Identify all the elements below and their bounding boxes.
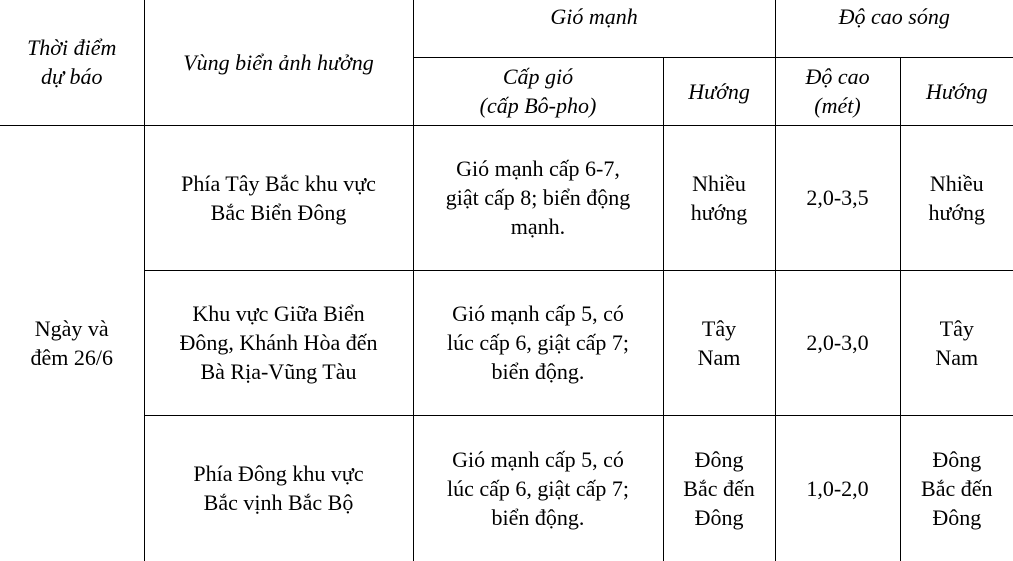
wind-direction-cell: Đông Bắc đến Đông [663, 415, 775, 561]
header-wave-height: Độ cao (mét) [775, 57, 900, 125]
wave-height-cell: 1,0-2,0 [775, 415, 900, 561]
wind-level-cell: Gió mạnh cấp 5, có lúc cấp 6, giật cấp 7; biển động. [413, 415, 663, 561]
header-wave-group: Độ cao sóng [775, 0, 1013, 57]
wind-level-cell: Gió mạnh cấp 6-7, giật cấp 8; biển động mạnh. [413, 125, 663, 270]
table-row [0, 125, 1013, 270]
header-time: Thời điểm dự báo [0, 0, 144, 125]
header-row-1 [0, 0, 1013, 57]
wind-direction-cell: Nhiều hướng [663, 125, 775, 270]
wave-direction-cell: Tây Nam [900, 270, 1013, 415]
wave-direction-cell: Nhiều hướng [900, 125, 1013, 270]
table-row [0, 270, 1013, 415]
header-wind-group: Gió mạnh [413, 0, 775, 57]
wave-height-cell: 2,0-3,5 [775, 125, 900, 270]
header-region: Vùng biển ảnh hưởng [144, 0, 413, 125]
region-cell: Phía Đông khu vực Bắc vịnh Bắc Bộ [144, 415, 413, 561]
header-wind-level: Cấp gió (cấp Bô-pho) [413, 57, 663, 125]
region-cell: Phía Tây Bắc khu vực Bắc Biển Đông [144, 125, 413, 270]
header-wave-direction: Hướng [900, 57, 1013, 125]
wave-direction-cell: Đông Bắc đến Đông [900, 415, 1013, 561]
wave-height-cell: 2,0-3,0 [775, 270, 900, 415]
forecast-time-cell: Ngày và đêm 26/6 [0, 125, 144, 561]
wind-direction-cell: Tây Nam [663, 270, 775, 415]
region-cell: Khu vực Giữa Biển Đông, Khánh Hòa đến Bà Rịa-Vũng Tàu [144, 270, 413, 415]
header-wind-direction: Hướng [663, 57, 775, 125]
table-row [0, 415, 1013, 561]
wind-level-cell: Gió mạnh cấp 5, có lúc cấp 6, giật cấp 7; biển động. [413, 270, 663, 415]
